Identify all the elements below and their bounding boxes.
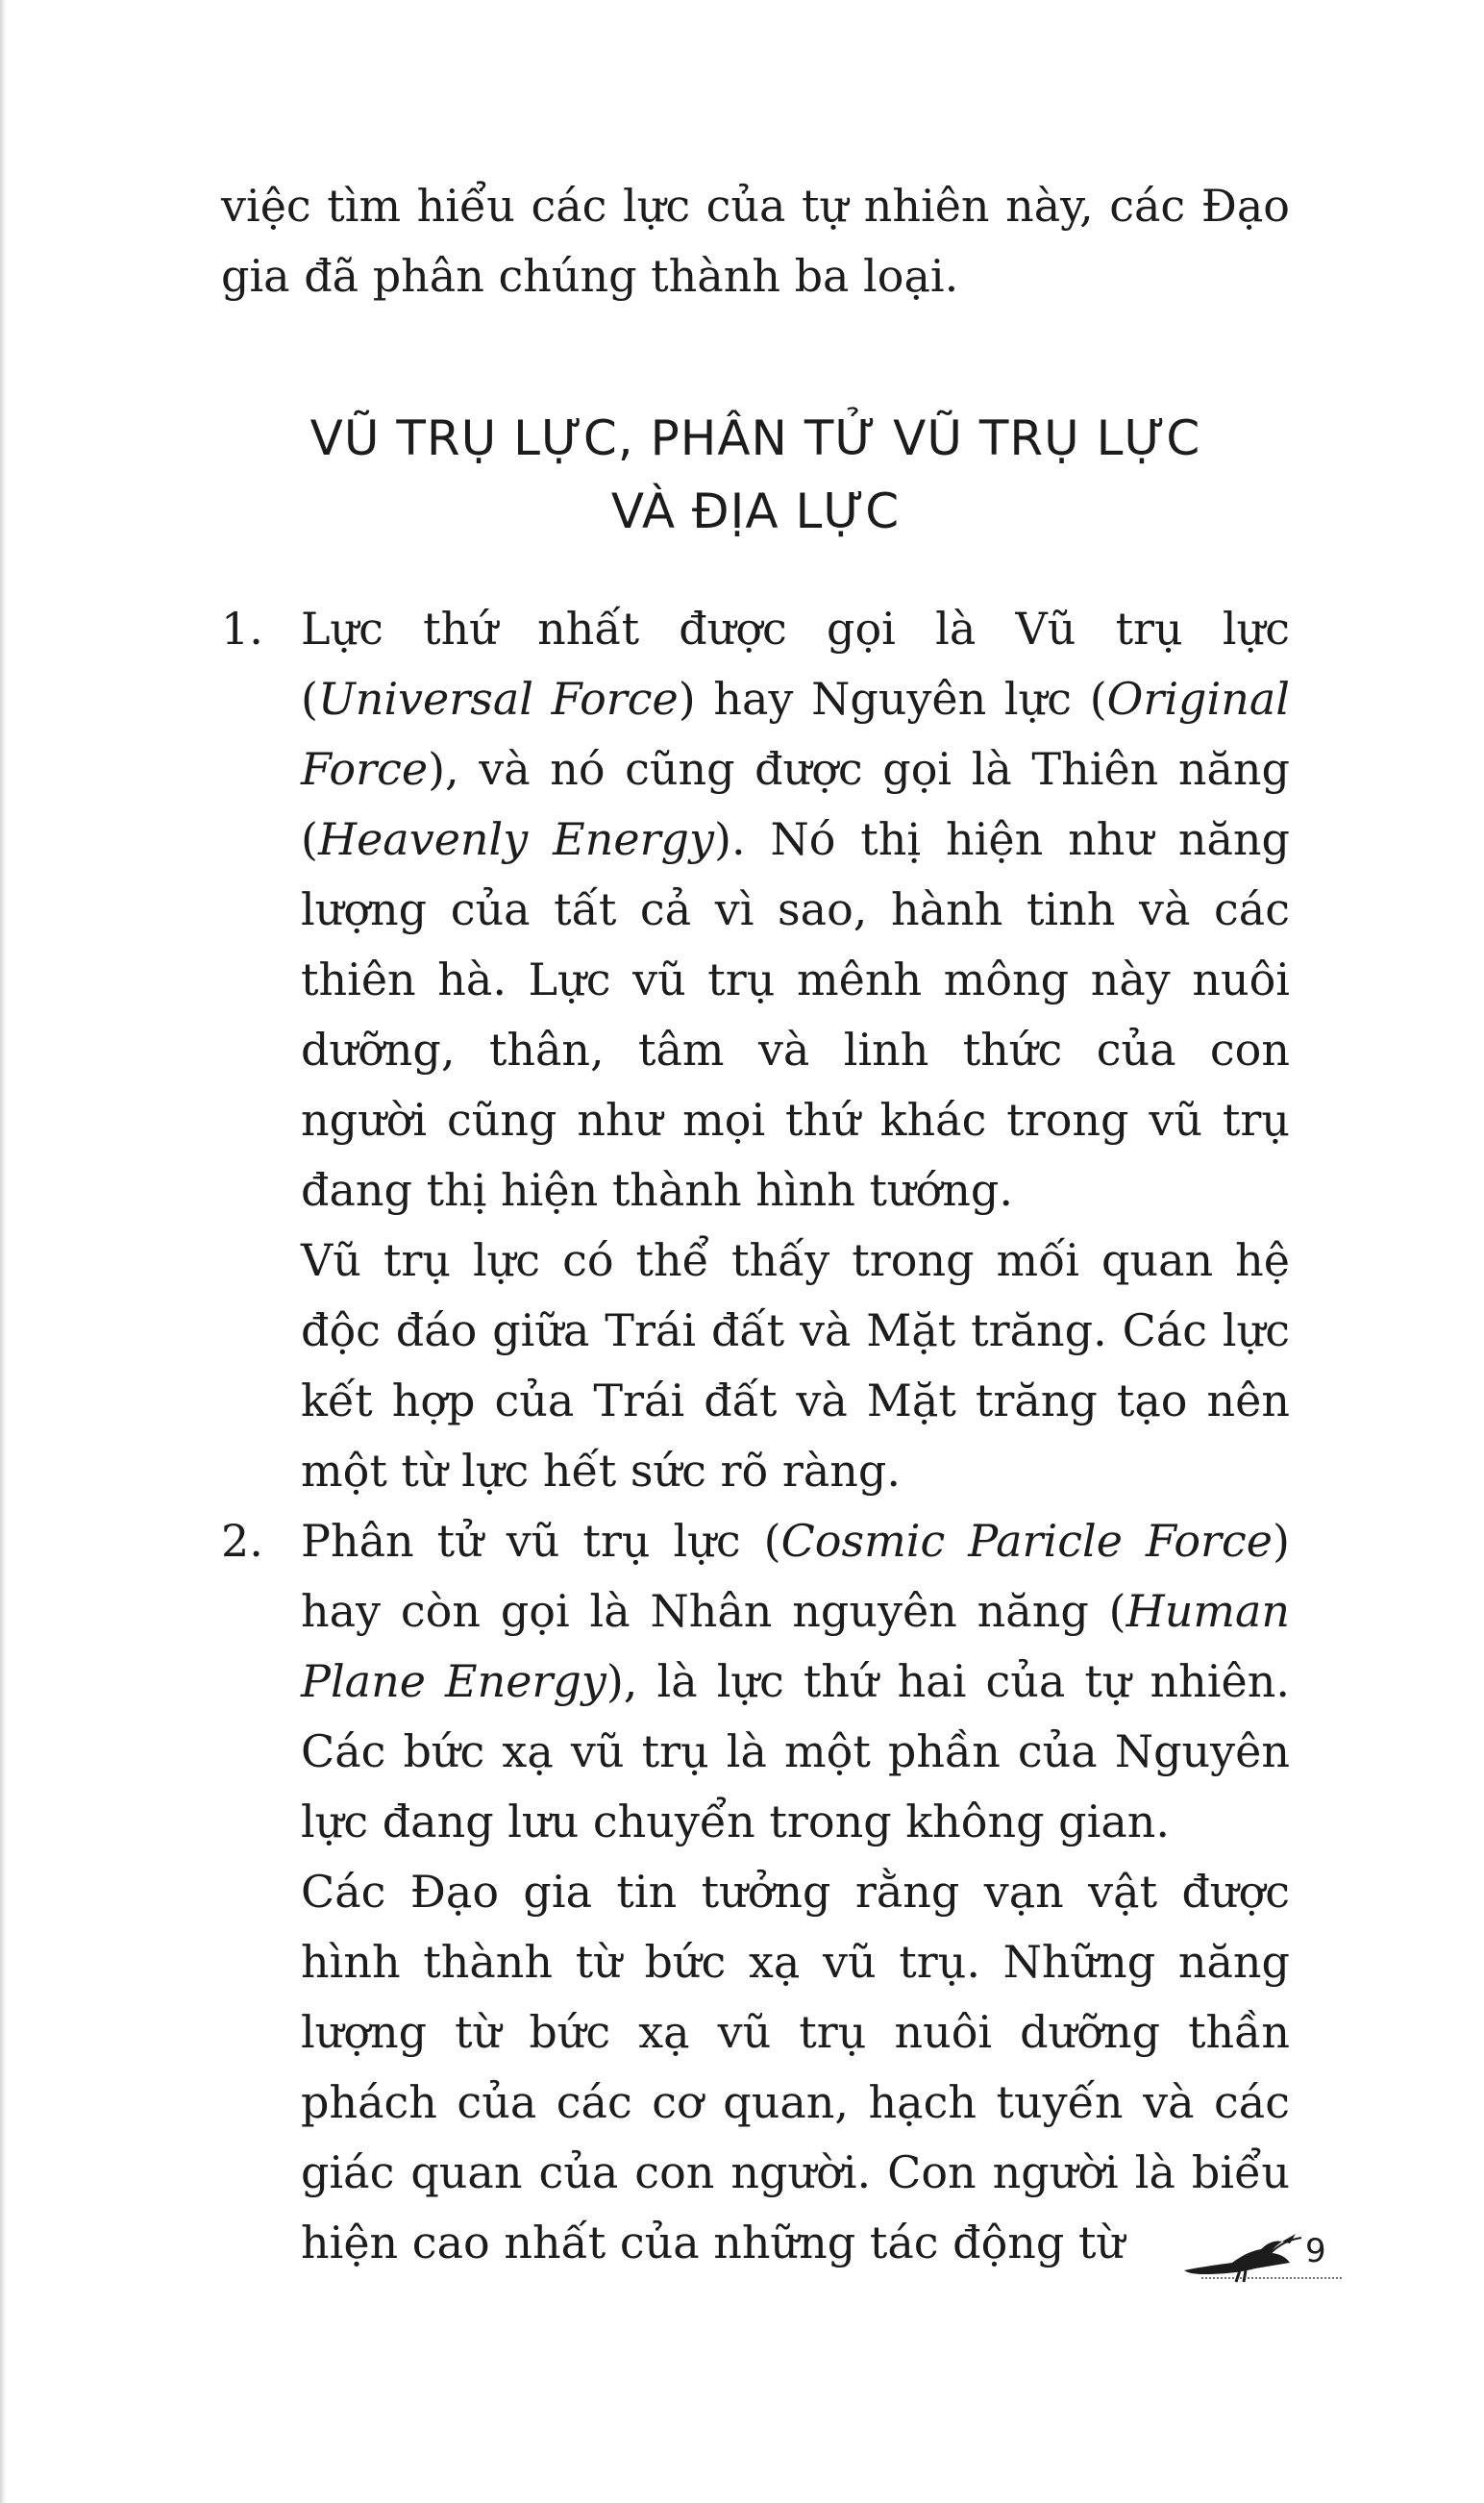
item-paragraph: Vũ trụ lực có thể thấy trong mối quan hệ độc đáo giữa Trái đất và Mặt trăng. Các lực kết hợp của Trái đất và Mặt trăng tạo nên một từ lực hết sức rõ ràng. xyxy=(301,1234,1290,1497)
heading-line-1: VŨ TRỤ LỰC, PHÂN TỬ VŨ TRỤ LỰC xyxy=(309,410,1201,466)
text-run: ) hay Nguyên lực ( xyxy=(678,673,1107,725)
english-term: Universal Force xyxy=(317,673,679,725)
text-run: Phân tử vũ trụ lực ( xyxy=(301,1515,781,1567)
text-run: ), là lực thứ hai của tự nhiên. Các bức xạ vũ trụ là một phần của Nguyên lực đang lưu chuyển trong không gian. xyxy=(301,1655,1290,1847)
item-paragraph xyxy=(301,1506,1290,1857)
list-item-cosmic-particle-force xyxy=(221,1506,1290,2278)
english-term: Original Force xyxy=(301,673,1290,795)
section-heading xyxy=(221,402,1290,548)
page-number: 9 xyxy=(1305,2232,1326,2270)
text-run: ). Nó thị hiện như năng lượng của tất cả vì sao, hành tinh và các thiên hà. Lực vũ trụ mênh mông này nuôi dưỡng, thân, tâm và linh thức của con người cũng như mọi thứ khác trong vũ trụ đang thị hiện thành hình tướng. xyxy=(301,813,1290,1216)
item-body xyxy=(301,594,1290,1506)
list-item-universal-force xyxy=(221,594,1290,1506)
heading-line-2: VÀ ĐỊA LỰC xyxy=(610,483,901,539)
text-run: Lực thứ nhất được gọi là Vũ trụ lực ( xyxy=(301,603,1290,725)
text-run: ), và nó cũng được gọi là Thiên năng ( xyxy=(301,743,1290,865)
intro-paragraph: việc tìm hiểu các lực của tự nhiên này, các Đạo gia đã phân chúng thành ba loại. xyxy=(221,180,1290,302)
item-body xyxy=(301,1506,1290,2278)
item-number: 1. xyxy=(221,603,263,655)
item-paragraph: Các Đạo gia tin tưởng rằng vạn vật được hình thành từ bức xạ vũ trụ. Những năng lượng từ bức xạ vũ trụ nuôi dưỡng thần phách của các cơ quan, hạch tuyến và các giác quan của con người. Con người là biểu hiện cao nhất của những tác động từ xyxy=(301,1866,1290,2268)
page-footer xyxy=(1182,2228,1350,2286)
forces-list xyxy=(221,594,1290,2278)
item-paragraph xyxy=(301,594,1290,1226)
text-run: ) hay còn gọi là Nhân nguyên năng ( xyxy=(301,1515,1290,1637)
item-number: 2. xyxy=(221,1515,263,1567)
english-term: Cosmic Paricle Force xyxy=(780,1515,1274,1567)
english-term: Heavenly Energy xyxy=(317,813,714,865)
page-edge-shadow xyxy=(0,0,7,2503)
english-term: Human Plane Energy xyxy=(301,1585,1290,1707)
